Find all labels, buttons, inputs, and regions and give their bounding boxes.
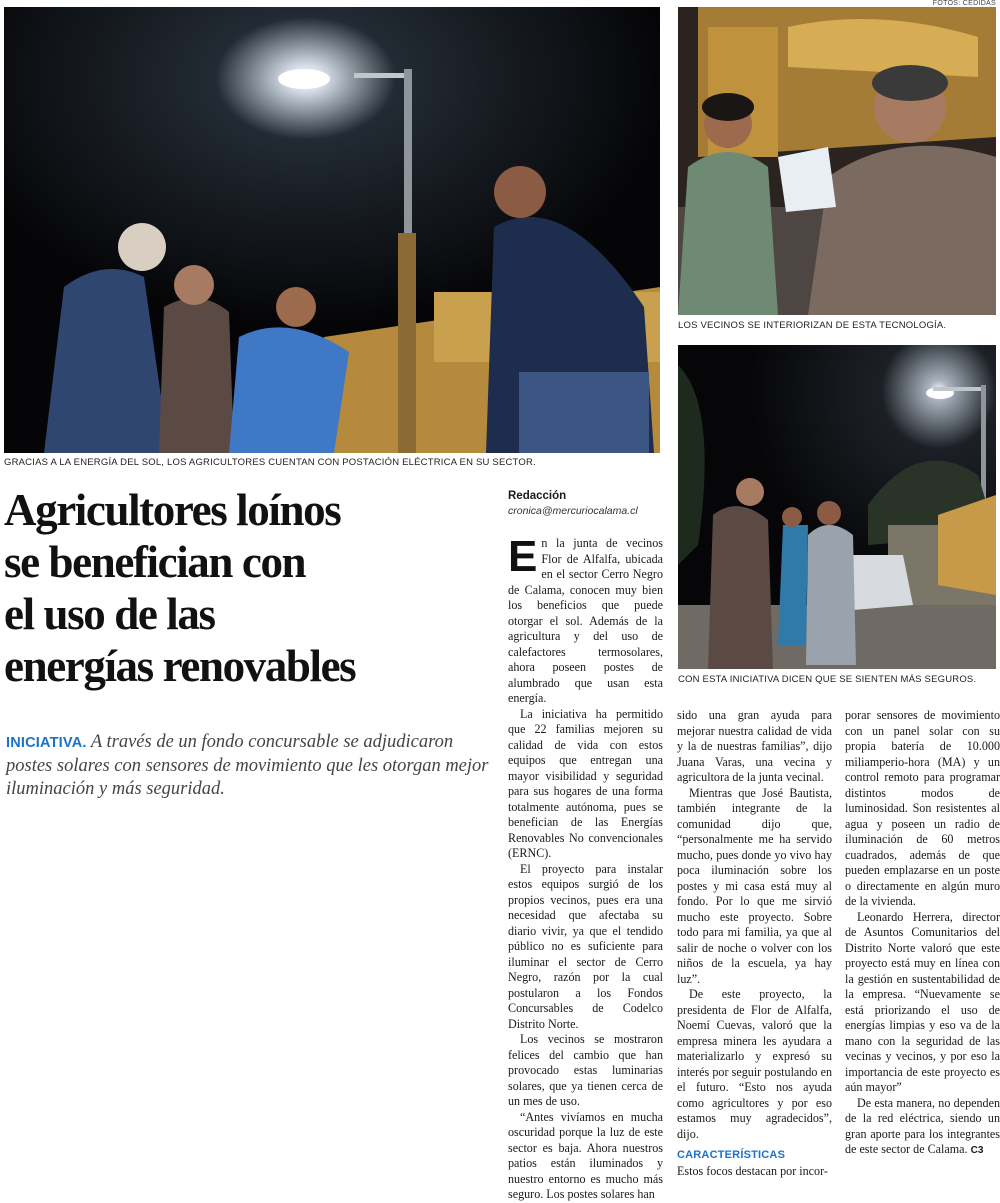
section-subhead: CARACTERÍSTICAS <box>677 1149 786 1161</box>
article-paragraph <box>508 532 663 707</box>
lead-paragraph <box>6 731 496 801</box>
article-paragraph: sido una gran ayuda para mejorar nuestra calidad de vida y la de nuestras familias”, dijo Juana Varas, una vecina y agricultora de la junta vecinal. <box>677 708 832 784</box>
article-paragraph: El proyecto para instalar estos equipos surgió de los propios vecinos, pues era una necesidad que afectaba su diario vivir, ya que el tendido público no es suficiente para iluminar el sector de Cerro Negro, razón por la cual postularon a los Fondos Concursables de Codelco Distrito Norte. <box>508 861 663 1031</box>
article-paragraph: porar sensores de movimiento con un panel solar con su propia batería de 10.000 miliamperio-hora (MA) y un control remoto para programar distintos modos de luminosidad. Son resistentes al agua y poseen un radio de iluminación de 60 metros cuadrados, además de que pueden emplazarse en un poste o directamente en algún muro de la vivienda. <box>845 708 1000 908</box>
headline-line: Agricultores loínos <box>4 485 341 535</box>
article-column-2 <box>677 708 832 1179</box>
byline-author: Redacción <box>508 490 567 502</box>
article-paragraph: La iniciativa ha permitido que 22 familias mejoren su calidad de vida con estos equipos que entregan una mayor visibilidad y seguridad para sus hogares de una forma totalmente autónoma, pues se benefician de las Energías Renovables No convencionales (ERNC). <box>508 706 663 860</box>
byline-email[interactable]: cronica@mercuriocalama.cl <box>508 505 638 517</box>
paragraph-text: De esta manera, no dependen de la red eléctrica, siendo un gran aporte para los integrantes de este sector de Calama. <box>845 1095 1000 1156</box>
headline <box>4 484 484 692</box>
paragraph-text: n la junta de vecinos Flor de Alfalfa, ubicada en el sector Cerro Negro de Calama, conocen muy bien los beneficios que puede otorgar el sol. Además de la agricultura y del uso de calefactores termosolares, ahora poseen postes de alumbrado que usan esta energía. <box>508 536 663 705</box>
article-column-1 <box>508 532 663 1203</box>
article-paragraph: “Antes vivíamos en mucha oscuridad porque la luz de este sector es baja. Ahora nuestros patios están iluminados y nuestro entorno es mucho más seguro. Los postes solares han <box>508 1109 663 1201</box>
drop-cap: E <box>508 532 538 581</box>
article-paragraph: Estos focos destacan por incor- <box>677 1163 828 1178</box>
main-photo-caption: GRACIAS A LA ENERGÍA DEL SOL, LOS AGRICULTORES CUENTAN CON POSTACIÓN ELÉCTRICA EN SU SECTOR. <box>4 457 536 468</box>
street-photo-caption: CON ESTA INICIATIVA DICEN QUE SE SIENTEN MÁS SEGUROS. <box>678 674 977 685</box>
end-mark: C3 <box>970 1145 984 1156</box>
byline <box>508 489 638 519</box>
headline-line: el uso de las <box>4 589 215 639</box>
photo-credit: FOTOS: CEDIDAS <box>932 0 996 7</box>
lead-tag: INICIATIVA. <box>6 735 87 751</box>
headline-line: energías renovables <box>4 641 356 691</box>
article-paragraph <box>845 1096 1000 1159</box>
article-paragraph: Los vecinos se mostraron felices del cambio que han provocado estas luminarias solares, que ya tienen cerca de un mes de uso. <box>508 1032 663 1108</box>
article-paragraph: Leonardo Herrera, director de Asuntos Comunitarios del Distrito Norte valoró que este proyecto está muy en línea con la gestión en sustentabilidad de la empresa. “Nuevamente se está priorizando el uso de energías limpias y eso va de la mano con la seguridad de las vecinas y vecinos, y por eso la importancia de este proyecto es aún mayor” <box>845 909 1000 1094</box>
article-column-3 <box>845 708 1000 1159</box>
street-photo <box>678 345 996 669</box>
neighbors-photo <box>678 7 996 315</box>
headline-line: se benefician con <box>4 537 306 587</box>
article-paragraph: De este proyecto, la presidenta de Flor de Alfalfa, Noemí Cuevas, valoró que la empresa minera les ayudara a materializarlo y expresó su interés por seguir postulando en el futuro. “Esto nos ayuda como agricultores y por eso estamos muy agradecidos”, dijo. <box>677 987 832 1141</box>
main-photo <box>4 7 660 453</box>
lead-text: A través de un fondo concursable se adjudicaron postes solares con sensores de movimiento que les otorgan mejor iluminación y más seguridad. <box>6 732 489 799</box>
neighbors-photo-caption: LOS VECINOS SE INTERIORIZAN DE ESTA TECNOLOGÍA. <box>678 320 947 331</box>
article-paragraph: Mientras que José Bautista, también integrante de la comunidad dijo que, “personalmente me ha servido mucho, pues donde yo vivo hay poca iluminación sobre los postes y mi casa está muy al fondo. Por lo que me sirvió mucho este proyecto. Sobre todo para mi familia, ya que al salir de noche o volver con los niños de la escuela, ya hay luz”. <box>677 785 832 986</box>
